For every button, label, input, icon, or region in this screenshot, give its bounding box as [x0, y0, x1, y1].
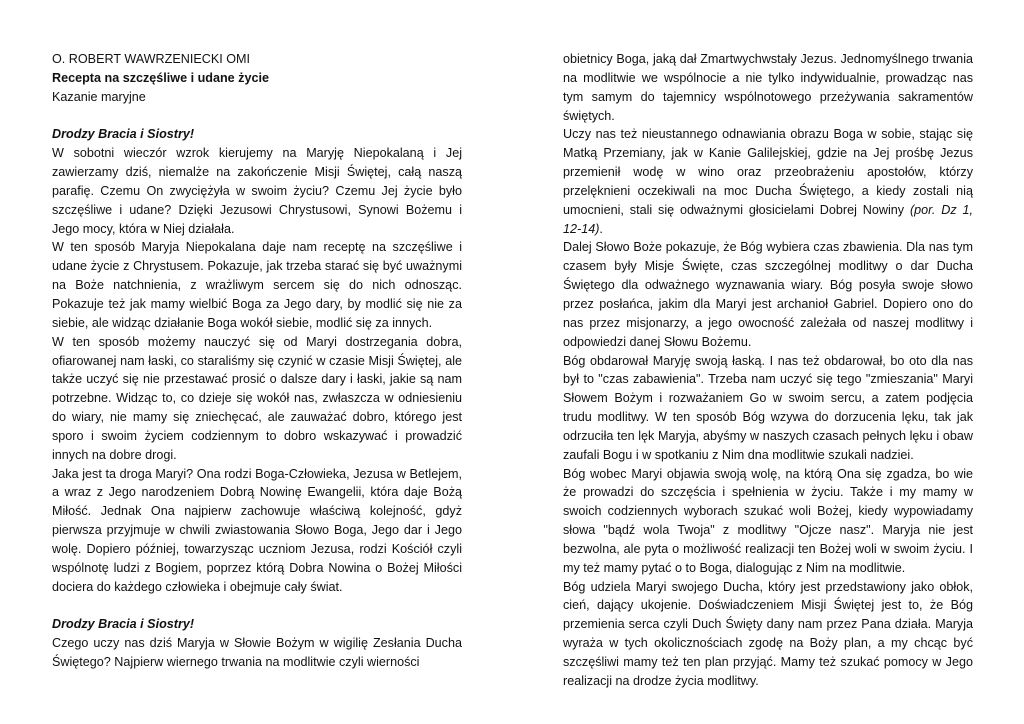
spacer [52, 107, 462, 126]
paragraph [563, 125, 973, 238]
paragraph: W ten sposób możemy nauczyć się od Maryi dostrzegania dobra, ofiarowanej nam łaski, co staraliśmy się czynić w czasie Misji Świętej, ale także uczyć się nie przestawać prosić o dalsze dary i łaski, jakie są nam potrzebne. Widząc to, co dzieje się wokół nas, zwłaszcza w odniesieniu do wiary, nie mamy się zniechęcać, ale zauważać dobro, którego jest sporo i swoim życiem codziennym to dobro wskazywać i prowadzić innych na dobre drogi. [52, 334, 462, 462]
paragraph-end: . [599, 221, 603, 236]
paragraph-text: Uczy nas też nieustannego odnawiania obrazu Boga w sobie, stając się Matką Przemiany, jak w Kanie Galilejskiej, gdzie na Jej prośbę Jezus przemienił wodę w wino oraz przeobrażeniu apostołów, którzy przelęknieni oczekiwali na moc Ducha Świętego, a kiedy zostali nią umocnieni, stali się odważnymi głosicielami Dobrej Nowiny [563, 127, 973, 217]
sermon-subtitle: Kazanie maryjne [52, 89, 146, 104]
paragraph: W sobotni wieczór wzrok kierujemy na Maryję Niepokalaną i Jej zawierzamy dziś, niemalże na zakończenie Misji Świętej, całą naszą parafię. Czemu On zwyciężyła w swoim życiu? Czemu Jej życie było szczęśliwe i udane? Dzięki Jezusowi Chrystusowi, Synowi Bożemu i Jego mocy, która w Niej działała. [52, 146, 462, 236]
scripture-reference: (por. Dz 1, 12-14) [563, 202, 973, 236]
left-column [52, 50, 462, 672]
author-line: O. ROBERT WAWRZENIECKI OMI [52, 52, 251, 66]
paragraph: obietnicy Boga, jaką dał Zmartwychwstały Jezus. Jednomyślnego trwania na modlitwie we wspólnocie a nie tylko indywidualnie, prowadząc nas tym samym do tajemnicy wspólnotowego przeżywania sakramentów świętych. [563, 52, 973, 123]
paragraph: Bóg wobec Maryi objawia swoją wolę, na którą Ona się zgadza, bo wie że prowadzi do szczęścia i spełnienia w życiu. Także i my mamy w swoich codziennych wyborach szukać woli Bożej, kiedy wypowiadamy słowa "bądź wola Twoja" z modlitwy "Ojcze nasz". Maryja nie jest bezwolna, ale pyta o możliwość realizacji ten Bożej woli w swoim życiu. I my też mamy pytać o to Boga, dialogując z Nim na modlitwie. [563, 466, 973, 575]
right-column [563, 50, 973, 691]
greeting: Drodzy Bracia i Siostry! [52, 127, 195, 142]
spacer [52, 596, 462, 615]
paragraph: Jaka jest ta droga Maryi? Ona rodzi Boga-Człowieka, Jezusa w Betlejem, a wraz z Jego narodzeniem Dobrą Nowinę Ewangelii, która daje Bożą Miłość. Jednak Ona najpierw zachowuje właściwą kolejność, gdyż pierwsza przyjmuje w chwili zwiastowania Słowo Boga, Jego dar i Jego wolę. Dopiero później, towarzysząc uczniom Jezusa, rodzi Kościół czyli wspólnotę ludzi z Bogiem, poprzez którą Dobra Nowina o Bożej Miłości dociera do każdego człowieka i obejmuje cały świat. [52, 466, 462, 594]
paragraph: Czego uczy nas dziś Maryja w Słowie Bożym w wigilię Zesłania Ducha Świętego? Najpierw wiernego trwania na modlitwie czyli wierności [52, 636, 462, 669]
paragraph: Dalej Słowo Boże pokazuje, że Bóg wybiera czas zbawienia. Dla nas tym czasem były Misje Święte, czas szczególnej modlitwy o dar Ducha Świętego dla odważnego wyznawania wiary. Bóg posyła swoje słowo przez posłańca, jakim dla Maryi jest archanioł Gabriel. Dopiero ono do nas przez misjonarzy, a jego owocność zależała od naszej modlitwy i odpowiedzi danej Słowu Bożemu. [563, 240, 973, 349]
paragraph: W ten sposób Maryja Niepokalana daje nam receptę na szczęśliwe i udane życie z Chrystusem. Pokazuje, jak trzeba starać się być uważnymi na Boże natchnienia, z wrażliwym sercem się do nich odnosząc. Pokazuje też jak mamy wielbić Boga za Jego dary, by modlić się nie za siebie, ale widząc działanie Boga wokół siebie, modlić się za innych. [52, 240, 462, 330]
sermon-title: Recepta na szczęśliwe i udane życie [52, 70, 269, 85]
greeting: Drodzy Bracia i Siostry! [52, 617, 195, 632]
paragraph: Bóg udziela Maryi swojego Ducha, który jest przedstawiony jako obłok, cień, dający ukojenie. Doświadczeniem Misji Świętej jest to, że Bóg przemienia serca czyli Duch Święty dany nam przez Pana działa. Maryja wyraża w tych okolicznościach zgodę na Boży plan, a my chcąc być szczęśliwi mamy też ten plan przyjąć. Mamy też szukać pomocy w Jego realizacji na drodze życia modlitwy. [563, 579, 973, 688]
paragraph: Bóg obdarował Maryję swoją łaską. I nas też obdarował, bo oto dla nas był to "czas zabawienia". Trzeba nam uczyć się tego "zmieszania" Maryi Słowem Bożym i rozważaniem Go w swoim sercu, a zatem podjęcia trudu modlitwy. W ten sposób Bóg wzywa do dorzucenia lęku, tak jak odrzuciła ten lęk Maryja, abyśmy w naszych czasach pełnych lęku i obaw zaufali Bogu i w spotkaniu z Nim dna modlitwie szukali nadziei. [563, 353, 973, 462]
